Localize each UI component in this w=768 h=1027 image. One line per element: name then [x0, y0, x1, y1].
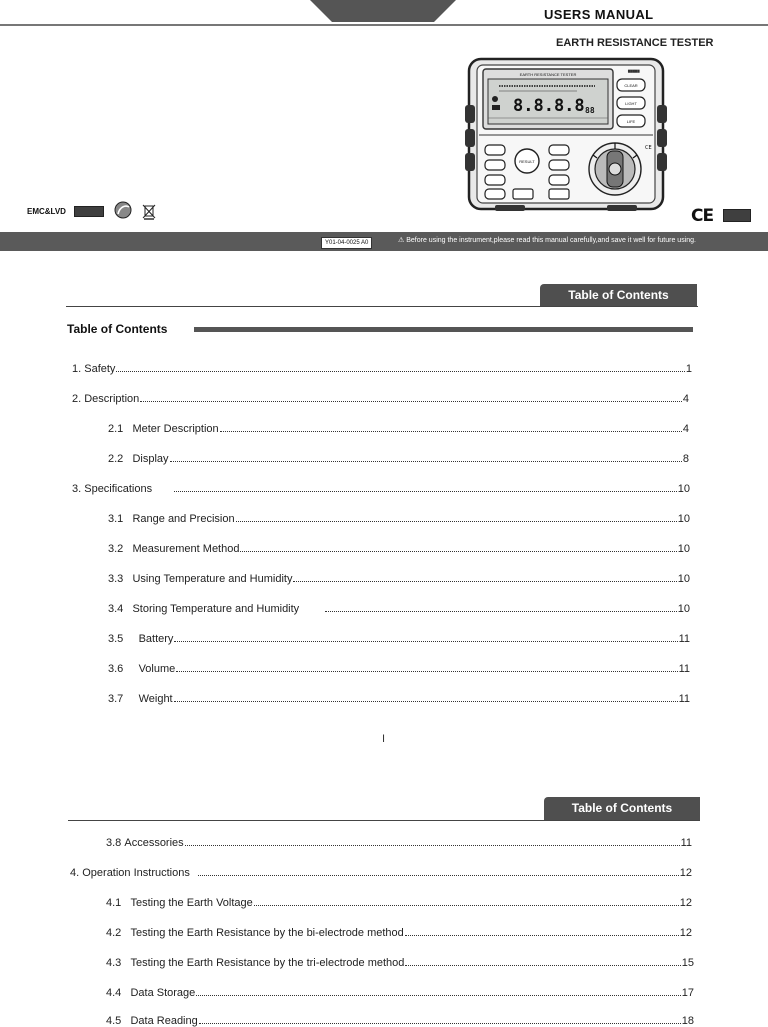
leader-dots	[220, 431, 682, 432]
entry-number: 4.1	[106, 897, 131, 909]
leader-dots	[240, 551, 676, 552]
entry-label: Using Temperature and Humidity	[132, 573, 293, 585]
entry-label: Operation Instructions	[82, 867, 190, 879]
entry-number: 2.	[72, 393, 85, 405]
leader-dots	[176, 671, 677, 672]
entry-number: 3.	[72, 483, 85, 495]
leader-dots	[116, 371, 684, 372]
entry-label: Battery	[138, 633, 174, 645]
entry-number: 2.2	[108, 453, 133, 465]
svg-text:▇▇▇▇▇: ▇▇▇▇▇	[628, 69, 640, 73]
entry-page: 8	[682, 453, 689, 465]
heading-bar	[194, 327, 693, 332]
entry-page: 4	[682, 423, 689, 435]
entry-page: 10	[677, 573, 690, 585]
certification-marks	[27, 201, 156, 221]
entry-page: 18	[681, 1015, 694, 1027]
entry-label: Testing the Earth Resistance by the tri-electrode method	[130, 957, 405, 969]
toc-entry[interactable]	[108, 689, 690, 705]
entry-page: 12	[679, 927, 692, 939]
leader-dots	[196, 995, 680, 996]
entry-number: 4.	[70, 867, 83, 879]
product-title: EARTH RESISTANCE TESTER	[556, 37, 714, 49]
document-code: Y01-04-0025 A0	[321, 237, 372, 249]
notice-message: Before using the instrument,please read this manual carefully,and save it well for future using.	[406, 237, 696, 244]
leader-dots	[185, 845, 680, 846]
entry-page: 10	[677, 513, 690, 525]
leader-dots	[140, 401, 682, 402]
entry-page: 17	[681, 987, 694, 999]
leader-dots	[174, 701, 678, 702]
toc-entry[interactable]	[108, 629, 690, 645]
leader-dots	[198, 875, 679, 876]
entry-label: Meter Description	[132, 423, 219, 435]
entry-page: 10	[677, 483, 690, 495]
entry-page: 10	[677, 603, 690, 615]
entry-label: Measurement Method	[132, 543, 240, 555]
toc-entry[interactable]	[72, 359, 692, 375]
entry-label: Volume	[138, 663, 176, 675]
weee-bin-icon	[142, 202, 156, 220]
svg-text:CE: CE	[645, 145, 652, 151]
manual-cover	[0, 0, 768, 256]
entry-page: 11	[678, 693, 690, 705]
leader-dots	[170, 461, 682, 462]
page-number: I	[382, 733, 386, 745]
manual-title: USERS MANUAL	[544, 7, 654, 22]
entry-label: Description	[84, 393, 140, 405]
entry-label: Accessories	[124, 837, 184, 849]
entry-page: 15	[681, 957, 694, 969]
screen-header-text: EARTH RESISTANCE TESTER	[519, 72, 577, 77]
entry-label: Display	[132, 453, 169, 465]
entry-label: Data Storage	[130, 987, 196, 999]
entry-page: 11	[678, 663, 690, 675]
entry-number: 1.	[72, 363, 85, 375]
toc-entry[interactable]	[70, 863, 692, 879]
warning-icon: ⚠	[398, 237, 405, 244]
entry-number: 4.3	[106, 957, 131, 969]
entry-number: 2.1	[108, 423, 133, 435]
entry-page: 4	[682, 393, 689, 405]
entry-page: 12	[679, 897, 692, 909]
entry-number: 4.4	[106, 987, 131, 999]
entry-page: 10	[677, 543, 690, 555]
leader-dots	[174, 491, 677, 492]
earth-resistance-tester-illustration	[465, 57, 667, 213]
ce-mark: CE	[691, 206, 714, 226]
leader-dots	[405, 935, 679, 936]
toc-entry[interactable]	[72, 479, 690, 495]
toc-entry[interactable]	[108, 569, 690, 585]
entry-page: 11	[678, 633, 690, 645]
notice-text	[398, 235, 696, 247]
entry-page: 1	[685, 363, 692, 375]
entry-number: 3.2	[108, 543, 133, 555]
toc-entry[interactable]	[72, 389, 689, 405]
entry-number: 3.5	[108, 633, 139, 645]
toc-entry[interactable]	[106, 1011, 694, 1027]
entry-page: 11	[680, 837, 692, 849]
top-rule	[0, 24, 768, 26]
cert-label-box	[74, 206, 104, 217]
toc-entry[interactable]	[106, 983, 694, 999]
toc-entry[interactable]	[106, 893, 692, 909]
toc-tab-page-1: Table of Contents	[540, 284, 697, 307]
entry-number: 3.3	[108, 573, 133, 585]
entry-label: Specifications	[84, 483, 153, 495]
toc-entry[interactable]	[108, 539, 690, 555]
toc-tab-rule	[68, 820, 700, 821]
entry-number: 3.7	[108, 693, 139, 705]
device-light-button: LIGHT	[625, 101, 637, 106]
toc-entry[interactable]	[108, 419, 689, 435]
entry-label: Range and Precision	[132, 513, 235, 525]
toc-entry[interactable]	[106, 923, 692, 939]
leader-dots	[325, 611, 677, 612]
toc-entry[interactable]	[106, 833, 692, 849]
entry-number: 4.5	[106, 1015, 131, 1027]
entry-number: 4.2	[106, 927, 131, 939]
device-result-button: RESULT	[519, 159, 535, 164]
device-life-button: LIFE	[626, 119, 636, 124]
leader-dots	[236, 521, 677, 522]
leader-dots	[254, 905, 679, 906]
entry-number: 3.6	[108, 663, 139, 675]
toc-entry[interactable]	[108, 599, 690, 615]
toc-entry[interactable]	[108, 509, 690, 525]
toc-entry[interactable]	[108, 659, 690, 675]
entry-label: Data Reading	[130, 1015, 198, 1027]
entry-number: 3.4	[108, 603, 133, 615]
entry-label: Testing the Earth Resistance by the bi-electrode method	[130, 927, 404, 939]
entry-label: Safety	[84, 363, 116, 375]
leader-dots	[293, 581, 676, 582]
entry-number: 3.8	[106, 837, 125, 849]
screen-main-digits: 8.8.8.8	[513, 96, 585, 116]
leader-dots	[405, 965, 680, 966]
leader-dots	[174, 641, 677, 642]
screen-small-digits: 88	[585, 106, 595, 115]
rohs-icon	[112, 201, 134, 221]
entry-label: Testing the Earth Voltage	[130, 897, 253, 909]
entry-label: Storing Temperature and Humidity	[132, 603, 300, 615]
emc-lvd-label: EMC&LVD	[27, 206, 66, 216]
toc-entry[interactable]	[108, 449, 689, 465]
top-tab-decoration	[310, 0, 456, 22]
toc-entry[interactable]	[106, 953, 694, 969]
entry-page: 12	[679, 867, 692, 879]
toc-heading: Table of Contents	[67, 322, 168, 336]
toc-tab-page-2: Table of Contents	[544, 797, 700, 820]
device-clear-button: CLEAR	[624, 83, 638, 88]
toc-tab-rule	[66, 306, 698, 307]
entry-number: 3.1	[108, 513, 133, 525]
entry-label: Weight	[138, 693, 173, 705]
ce-label-box	[723, 209, 751, 222]
